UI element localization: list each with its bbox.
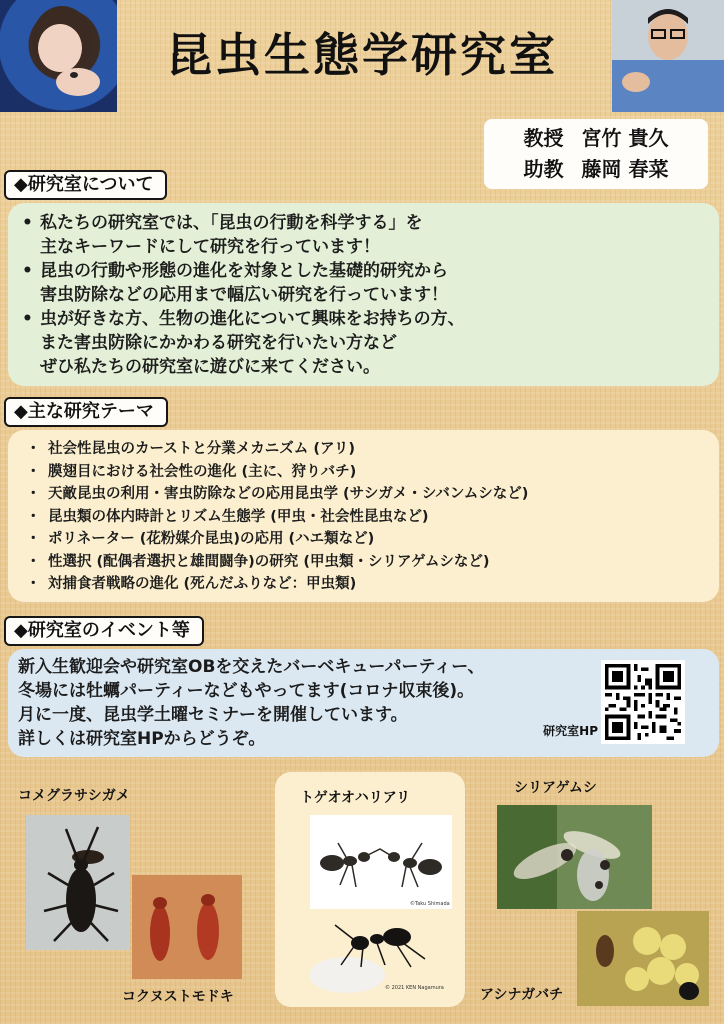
qr-label: 研究室HP: [543, 724, 598, 738]
qr-code[interactable]: [601, 660, 685, 744]
ant-on-sponge-image: [305, 915, 455, 997]
staff-role: 助教: [523, 157, 564, 181]
list-item: ・ 対捕食者戦略の進化 (死んだふりなど：甲虫類): [18, 573, 709, 596]
professor-photo: [612, 0, 724, 112]
qr-code-icon: [605, 664, 681, 740]
insect-label-kokunusuto: コクヌストモドキ: [122, 989, 234, 1005]
photo-credit: ©Taku Shimada: [410, 901, 450, 907]
list-item: • 虫が好きな方、生物の進化について興味をお持ちの方、 また害虫防除にかかわる研究を行いたい方など ぜひ私たちの研究室に遊びに来てください。: [18, 307, 705, 379]
student-photo: [0, 0, 117, 112]
person-image: [612, 0, 724, 112]
list-item: • 昆虫の行動や形態の進化を対象とした基礎的研究から 害虫防除などの応用まで幅広い研究を行っています！: [18, 259, 705, 307]
insect-label-ashinaga: アシナガバチ: [480, 987, 564, 1003]
photo-credit: © 2021 KEN Nagamura: [385, 985, 444, 991]
flour-beetle-photo: [132, 875, 242, 979]
paper-wasp-photo: [577, 911, 709, 1006]
list-item: ・ 天敵昆虫の利用・害虫防除などの応用昆虫学 (サシガメ・シバンムシなど): [18, 483, 709, 506]
staff-row-assistant: [484, 154, 708, 185]
about-section-label: ◆研究室について: [4, 170, 167, 200]
assassin-bug-photo: [26, 815, 130, 950]
list-item: • 私たちの研究室では、「昆虫の行動を科学する」を 主なキーワードにして研究を行っています！: [18, 211, 705, 259]
scorpionfly-photo: [497, 805, 652, 909]
themes-box: [8, 430, 719, 602]
themes-section-label: ◆主な研究テーマ: [4, 397, 168, 427]
insect-label-shiriage: シリアゲムシ: [514, 780, 597, 796]
staff-name: 藤岡 春菜: [581, 157, 669, 181]
list-item: ・ ポリネーター (花粉媒介昆虫)の応用 (ハエ類など): [18, 528, 709, 551]
insect-label-togeoo: トゲオオハリアリ: [300, 790, 411, 806]
themes-list: [18, 438, 709, 596]
person-image: [0, 0, 117, 112]
staff-name: 宮竹 貴久: [581, 126, 669, 150]
events-text: 新入生歓迎会や研究室OBを交えたバーベキューパーティー、 冬場には牡蠣パーティーなどもやってます(コロナ収束後)。 月に一度、昆虫学土曜セミナーを開催しています。 詳しくは研究室HPからどうぞ。: [18, 657, 485, 749]
list-item: ・ 昆虫類の体内時計とリズム生態学 (甲虫・社会性昆虫など): [18, 506, 709, 529]
ant-fight-photo: [310, 815, 452, 909]
staff-box: [484, 119, 708, 189]
insect-label-komegura: コメグラサシガメ: [18, 788, 130, 804]
ant-on-sponge-photo: [305, 915, 455, 997]
scorpionfly-image: [497, 805, 652, 909]
staff-role: 教授: [523, 126, 564, 150]
about-box: [8, 203, 719, 386]
list-item: ・ 膜翅目における社会性の進化 (主に、狩りバチ): [18, 461, 709, 484]
assassin-bug-image: [26, 815, 130, 950]
paper-wasp-image: [577, 911, 709, 1006]
page-title: 昆虫生態学研究室: [166, 28, 558, 82]
about-list: [18, 211, 705, 379]
list-item: ・ 性選択 (配偶者選択と雄間闘争)の研究 (甲虫類・シリアゲムシなど): [18, 551, 709, 574]
list-item: ・ 社会性昆虫のカーストと分業メカニズム (アリ): [18, 438, 709, 461]
ant-fight-image: [310, 815, 452, 909]
flour-beetle-image: [132, 875, 242, 979]
events-section-label: ◆研究室のイベント等: [4, 616, 204, 646]
staff-row-professor: [484, 123, 708, 154]
